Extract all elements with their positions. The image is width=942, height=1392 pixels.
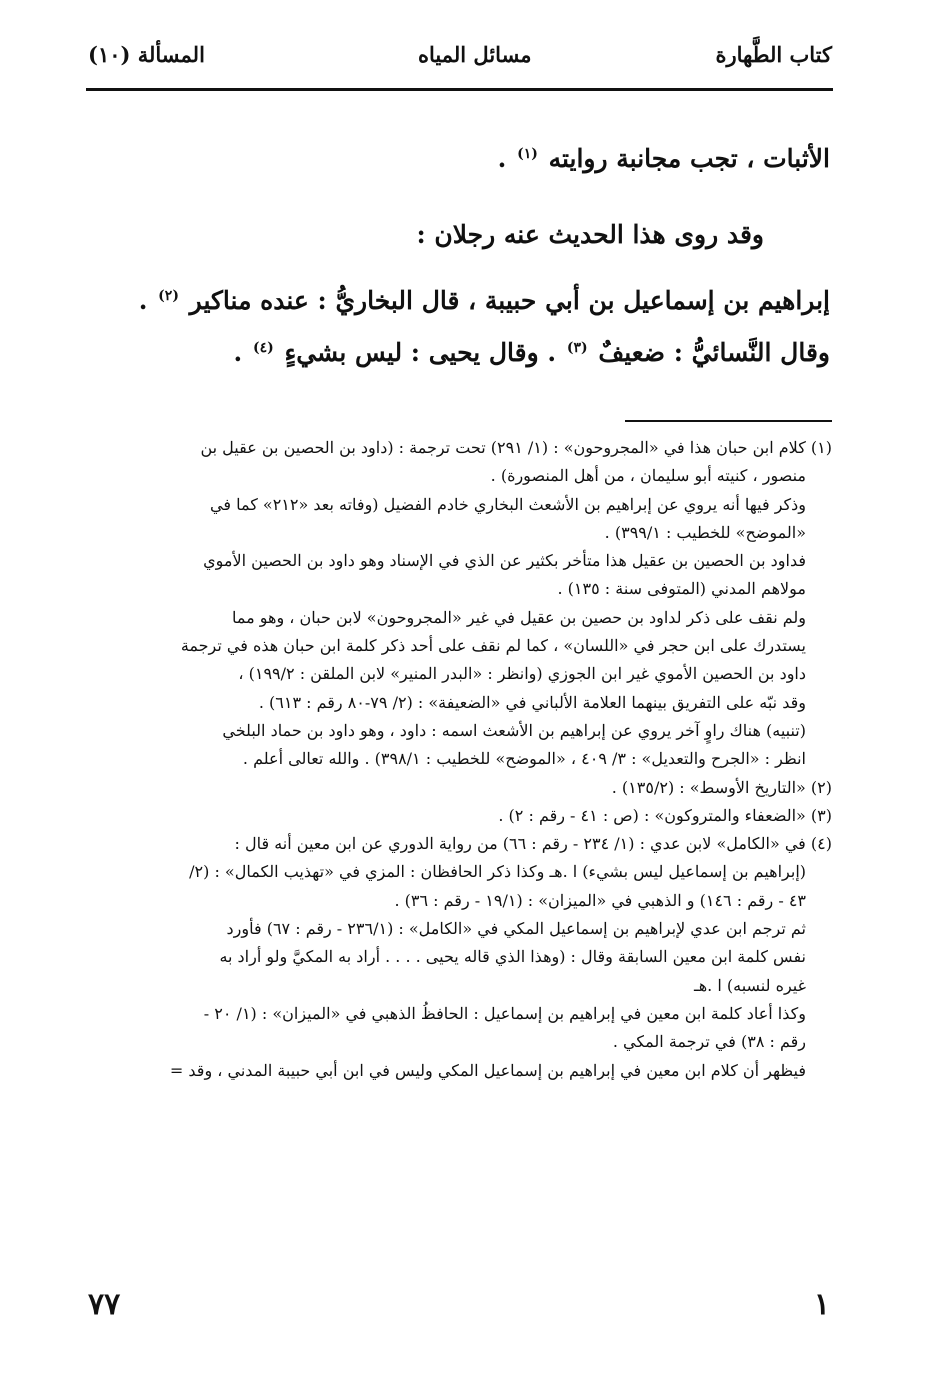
main-text-end: . <box>138 286 148 315</box>
footnote-line: وذكر فيها أنه يروي عن إبراهيم بن الأشعث البخاري خادم الفضيل (وفاته بعد «٢١٢» كما في <box>210 494 806 514</box>
footnote-line: غيره لنسبه) ا .هـ <box>694 975 806 995</box>
main-text-end: . <box>233 338 243 367</box>
footnote-line: داود بن الحصين الأموي غير ابن الجوزي (وانظر : «البدر المنير» لابن الملقن : ١٩٩/٢) ، <box>238 664 806 684</box>
footnote-line: (٢) «التاريخ الأوسط» : (١٣٥/٢) . <box>611 777 832 797</box>
footnote-line: ولم نقف على ذكر لداود بن حصين بن عقيل في غير «المجروحون» لابن حبان ، وهو مما <box>231 607 806 627</box>
header-rule <box>86 88 833 91</box>
footnote-line: فيظهر أن كلام ابن معين في إبراهيم بن إسماعيل المكي وليس في ابن أبي حبيبة المدني ، وقد = <box>169 1060 806 1080</box>
main-text-line <box>498 144 830 174</box>
footnote-line: ثم ترجم ابن عدي لإبراهيم بن إسماعيل المكي في «الكامل» : (٢٣٦/١ - رقم : ٦٧) فأورد <box>226 919 806 939</box>
footnote-line: نفس كلمة ابن معين السابقة وقال : (وهذا الذي قاله يحيى . . . . أراد به المكيَّ ولو أراد به <box>219 947 806 967</box>
running-header-chapter: مسائل المياه <box>418 42 532 67</box>
main-text: . وقال يحيى : ليس بشيءٍ <box>284 338 557 367</box>
running-header-issue: المسألة (١٠) <box>88 42 205 67</box>
running-header-book: كتاب الطَّهارة <box>715 42 832 67</box>
main-text: وقد روى هذا الحديث عنه رجلان : <box>416 220 764 249</box>
footnote-marker: (٤) <box>252 340 274 356</box>
main-text-end: . <box>497 144 507 173</box>
footnote-line: (٣) «الضعفاء والمتروكون» : (ص : ٤١ - رقم : ٢) . <box>498 805 832 825</box>
main-text-line <box>416 220 764 250</box>
footnote-line: رقم : ٣٨) في ترجمة المكي . <box>612 1032 806 1052</box>
footnote-line: فداود بن الحصين بن عقيل هذا متأخر بكثير عن الذي في الإسناد وهو داود بن الحصين الأموي <box>203 551 806 571</box>
footnote-line: (إبراهيم بن إسماعيل ليس بشيء) ا .هـ وكذا ذكر الحافظان : المزي في «تهذيب الكمال» : (٢/ <box>189 862 806 882</box>
footnote-marker: (١) <box>517 146 538 162</box>
footnote-line: وقد نبّه على التفريق بينهما العلامة الألباني في «الضعيفة» : (٢/ ٧٩-٨٠ رقم : ٦١٣) . <box>258 692 806 712</box>
footnote-marker: (٢) <box>158 288 179 304</box>
footnote-line: مولاهم المدني (المتوفى سنة : ١٣٥) . <box>557 579 806 599</box>
footnote-line: (تنبيه) هناك راوٍ آخر يروي عن إبراهيم بن الأشعث اسمه : داود ، وهو داود بن حماد البلخي <box>222 720 806 740</box>
footnote-line: (٤) في «الكامل» لابن عدي : (١/ ٢٣٤ - رقم : ٦٦) من رواية الدوري عن ابن معين أنه قال : <box>234 834 832 854</box>
footnote-separator <box>625 420 832 422</box>
main-text: إبراهيم بن إسماعيل بن أبي حبيبة ، قال البخاريُّ : عنده مناكير <box>189 286 830 315</box>
volume-number: ١ <box>813 1287 830 1322</box>
footnote-line: ٤٣ - رقم : ١٤٦) و الذهبي في «الميزان» : (١٩/١ - رقم : ٣٦) . <box>394 890 806 910</box>
footnote-line: وكذا أعاد كلمة ابن معين في إبراهيم بن إسماعيل : الحافظُ الذهبي في «الميزان» : (١/ ٢٠ - <box>203 1003 806 1023</box>
main-text-line <box>139 286 830 316</box>
footnote-line: «الموضح» للخطيب : ٣٩٩/١) . <box>604 522 806 542</box>
footnotes <box>87 434 832 1085</box>
footnote-marker: (٣) <box>566 340 588 356</box>
main-text-line <box>234 338 830 368</box>
main-text: وقال النَّسائيُّ : ضعيفٌ <box>598 338 830 367</box>
footnote-line: انظر : «الجرح والتعديل» : ٣/ ٤٠٩ ، «الموضح» للخطيب : ٣٩٨/١) . والله تعالى أعلم . <box>242 749 806 769</box>
main-text: الأثبات ، تجب مجانبة روايته <box>548 144 830 173</box>
footnote-line: (١) كلام ابن حبان هذا في «المجروحون» : (١/ ٢٩١) تحت ترجمة : (داود بن الحصين بن عقيل بن <box>200 438 832 457</box>
footnote-line: يستدرك على ابن حجر في «اللسان» ، كما لم نقف على أحد ذكر كلمة ابن حبان هذه في ترجمة <box>180 636 806 656</box>
page-number: ٧٧ <box>88 1287 121 1322</box>
footnote-line: منصور ، كنيته أبو سليمان ، من أهل المنصورة) . <box>490 466 806 486</box>
